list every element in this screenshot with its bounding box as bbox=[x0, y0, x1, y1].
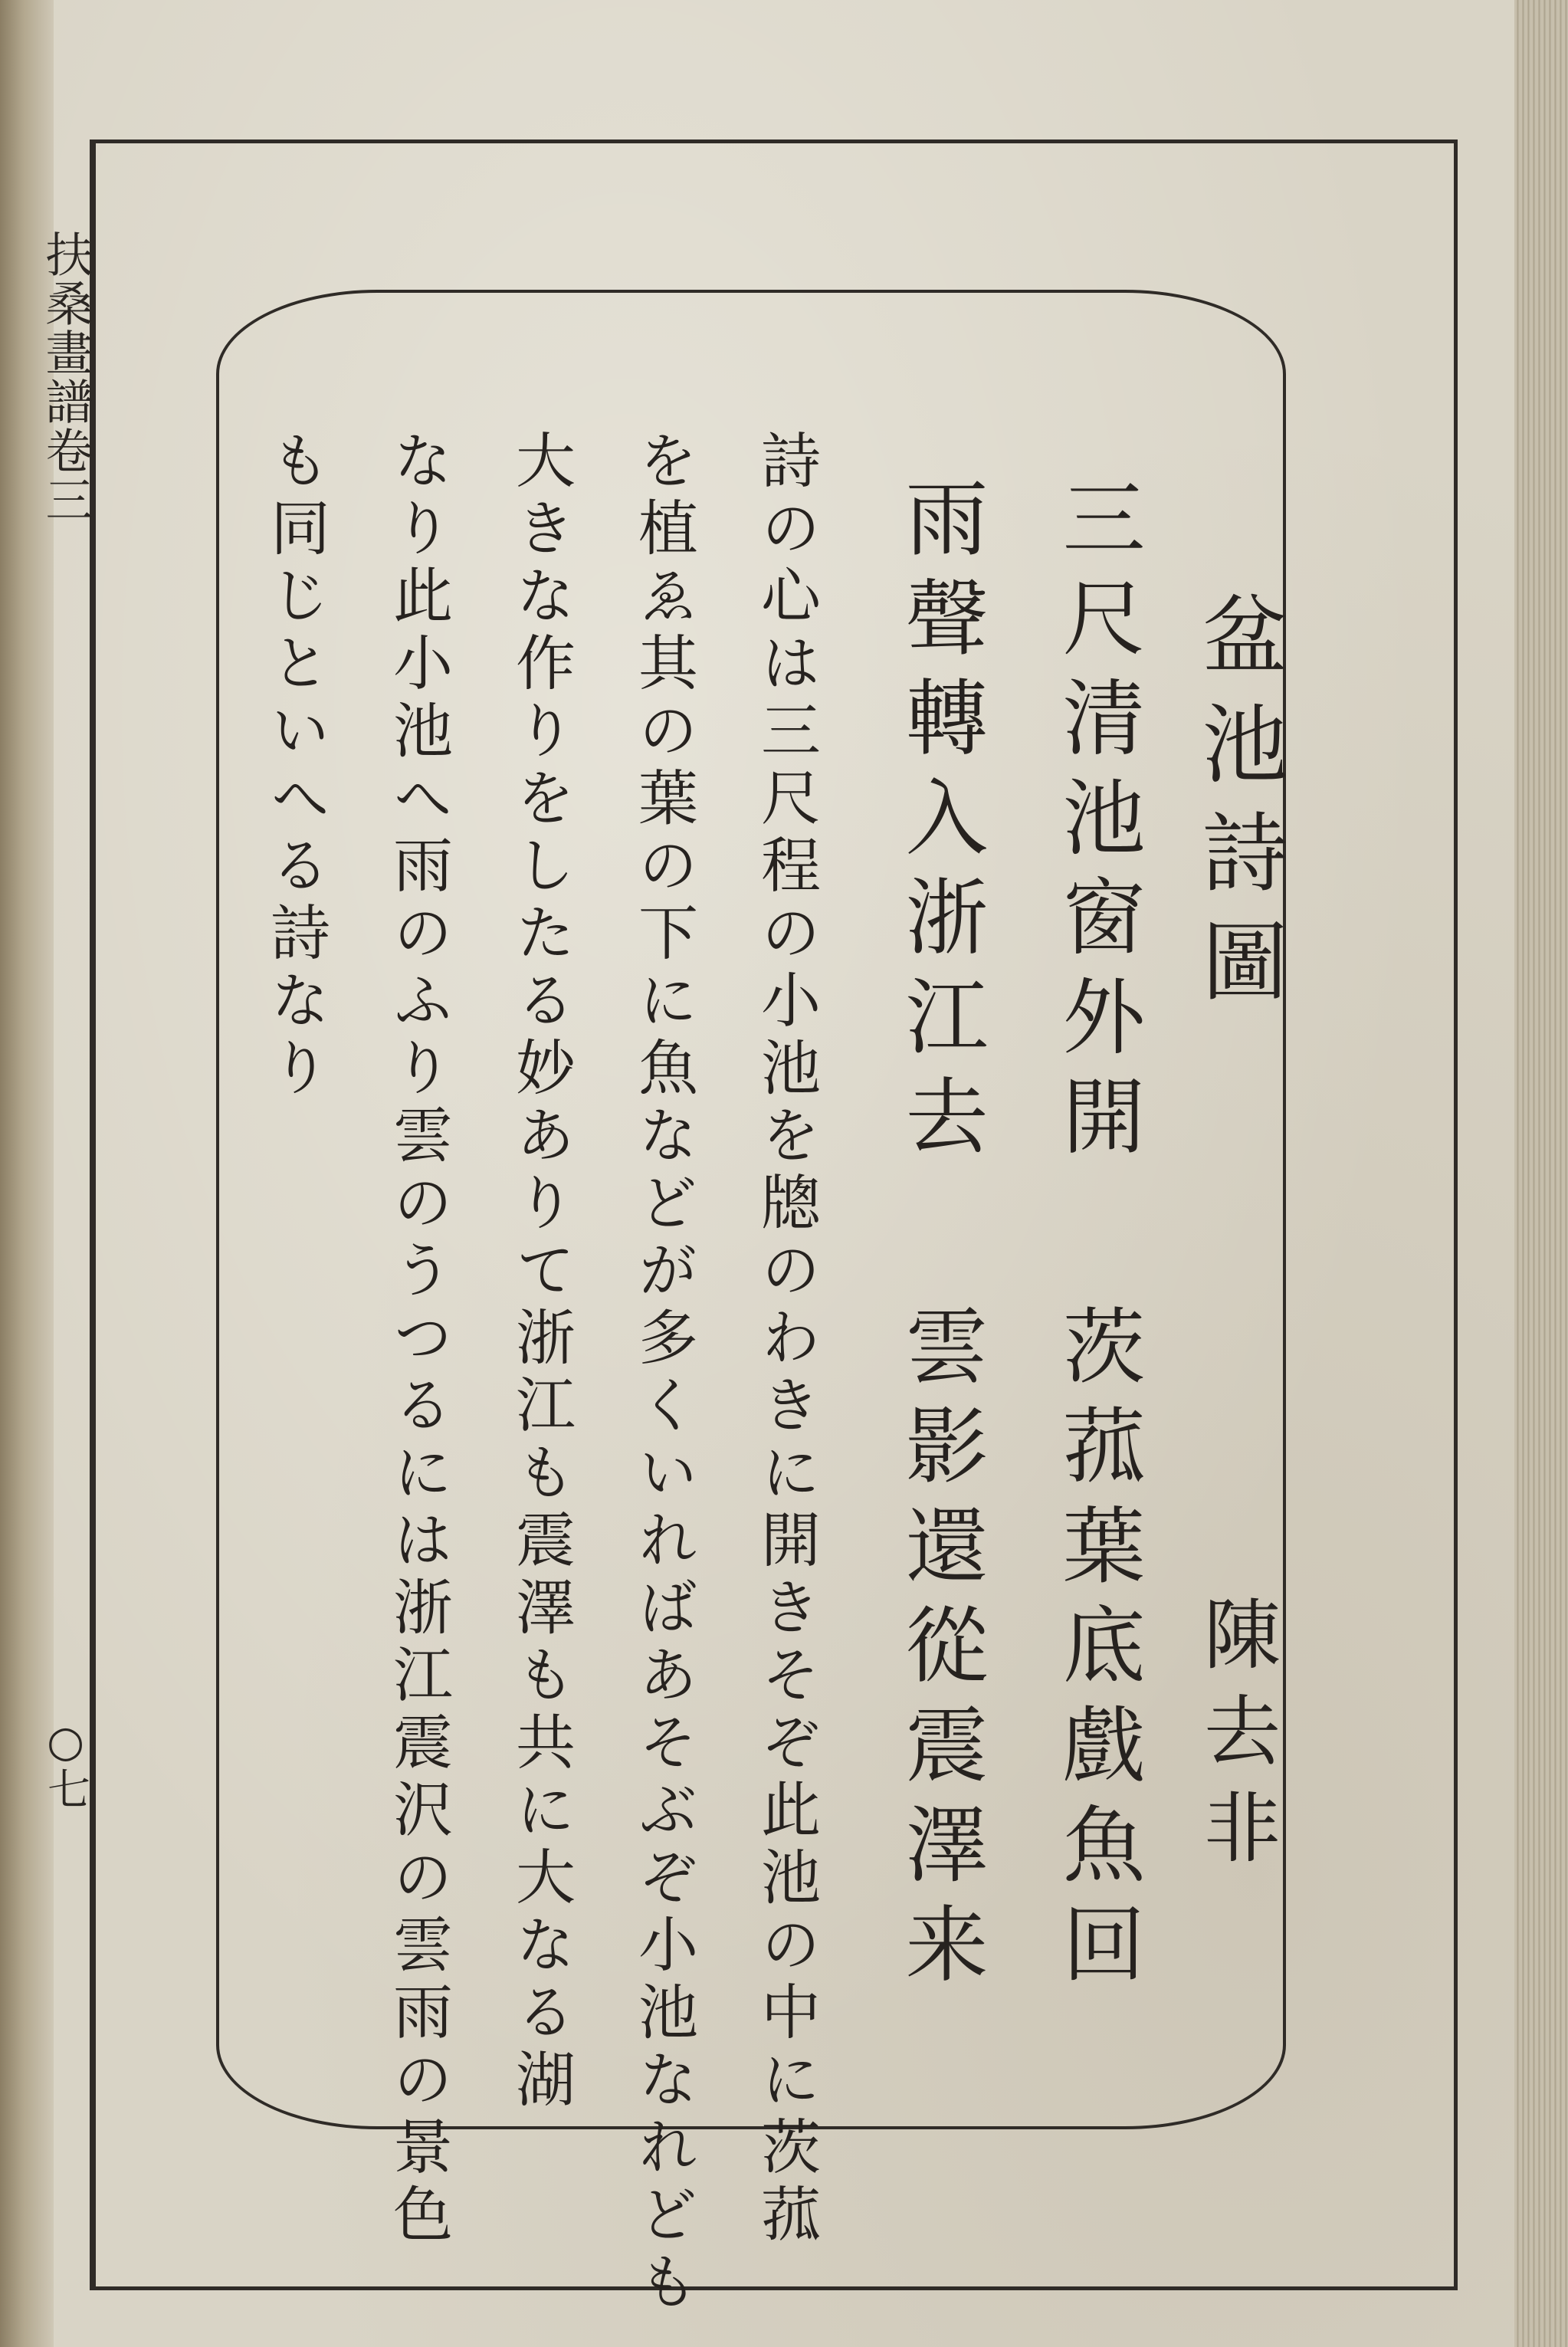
poem-line-1a: 三尺清池窗外開 bbox=[1048, 475, 1144, 1173]
poem-line-2b: 雲影還從震澤来 bbox=[891, 1303, 987, 2001]
poem-author: 陳去非 bbox=[1191, 1594, 1281, 1884]
poem-line-2a: 雨聲轉入浙江去 bbox=[891, 475, 987, 1173]
page-edges bbox=[1514, 0, 1568, 2347]
commentary-line-2: を植ゑ其の葉の下に魚などが多くいればあそぶぞ小池なれども bbox=[628, 429, 697, 2318]
page-number: ○七 bbox=[41, 1717, 90, 1810]
commentary-line-5: も同じといへる詩なり bbox=[261, 429, 330, 1104]
spine-title: 扶桑畫譜卷三 bbox=[38, 230, 93, 524]
poem-line-1b: 茨菰葉底戲魚回 bbox=[1048, 1303, 1144, 2001]
commentary-line-4: なり此小池へ雨のふり雲のうつるには浙江震沢の雲雨の景色 bbox=[383, 429, 452, 2250]
commentary-line-3: 大きな作りをしたる妙ありて浙江も震澤も共に大なる湖 bbox=[506, 429, 575, 2116]
commentary-line-1: 詩の心は三尺程の小池を牕のわきに開きそぞ此池の中に茨菰 bbox=[751, 429, 820, 2250]
poem-title: 盆池詩圖 bbox=[1188, 590, 1288, 1026]
